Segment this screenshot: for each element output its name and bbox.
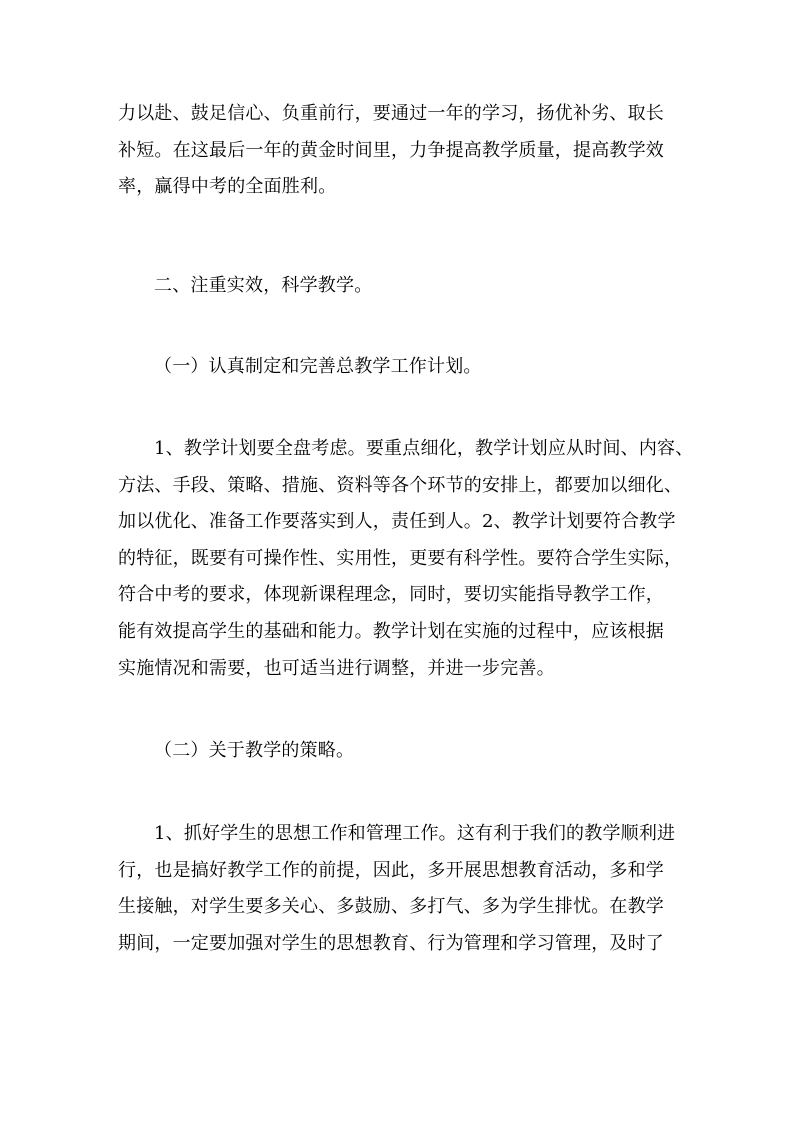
text-line: 符合中考的要求，体现新课程理念，同时，要切实能指导教学工作，	[118, 584, 664, 606]
text-line: 行，也是搞好教学工作的前提，因此，多开展思想教育活动，多和学	[118, 859, 664, 881]
text-line: 1、抓好学生的思想工作和管理工作。这有利于我们的教学顺利进	[154, 823, 676, 844]
subsection-heading-2-2	[118, 733, 678, 770]
text-line: 力以赴、鼓足信心、负重前行，要通过一年的学习，扬优补劣、取长	[118, 103, 664, 124]
heading-text: （二）关于教学的策略。	[154, 740, 355, 761]
heading-text: 二、注重实效，科学教学。	[154, 275, 373, 296]
text-line: 生接触，对学生要多关心、多鼓励、多打气、多为学生排忧。在教学	[118, 896, 664, 918]
paragraph-continuation	[118, 96, 678, 206]
text-line: 补短。在这最后一年的黄金时间里，力争提高教学质量，提高教学效	[118, 139, 664, 161]
text-line: 1、教学计划要全盘考虑。要重点细化，教学计划应从时间、内容、	[154, 438, 694, 459]
section-heading-2	[118, 268, 678, 305]
paragraph-teaching-plan	[118, 431, 694, 687]
subsection-heading-2-1	[118, 349, 678, 386]
paragraph-student-management	[118, 816, 678, 962]
text-line: 方法、手段、策略、措施、资料等各个环节的安排上，都要加以细化、	[118, 474, 683, 496]
text-line: 实施情况和需要，也可适当进行调整，并进一步完善。	[118, 657, 555, 679]
text-line: 的特征，既要有可操作性、实用性，更要有科学性。要符合学生实际，	[118, 547, 683, 569]
heading-text: （一）认真制定和完善总教学工作计划。	[154, 356, 482, 377]
text-line: 加以优化、准备工作要落实到人，责任到人。2、教学计划要符合教学	[118, 511, 676, 533]
text-line: 期间，一定要加强对学生的思想教育、行为管理和学习管理，及时了	[118, 932, 664, 954]
text-line: 能有效提高学生的基础和能力。教学计划在实施的过程中，应该根据	[118, 620, 664, 642]
text-line: 率，赢得中考的全面胜利。	[118, 176, 337, 198]
